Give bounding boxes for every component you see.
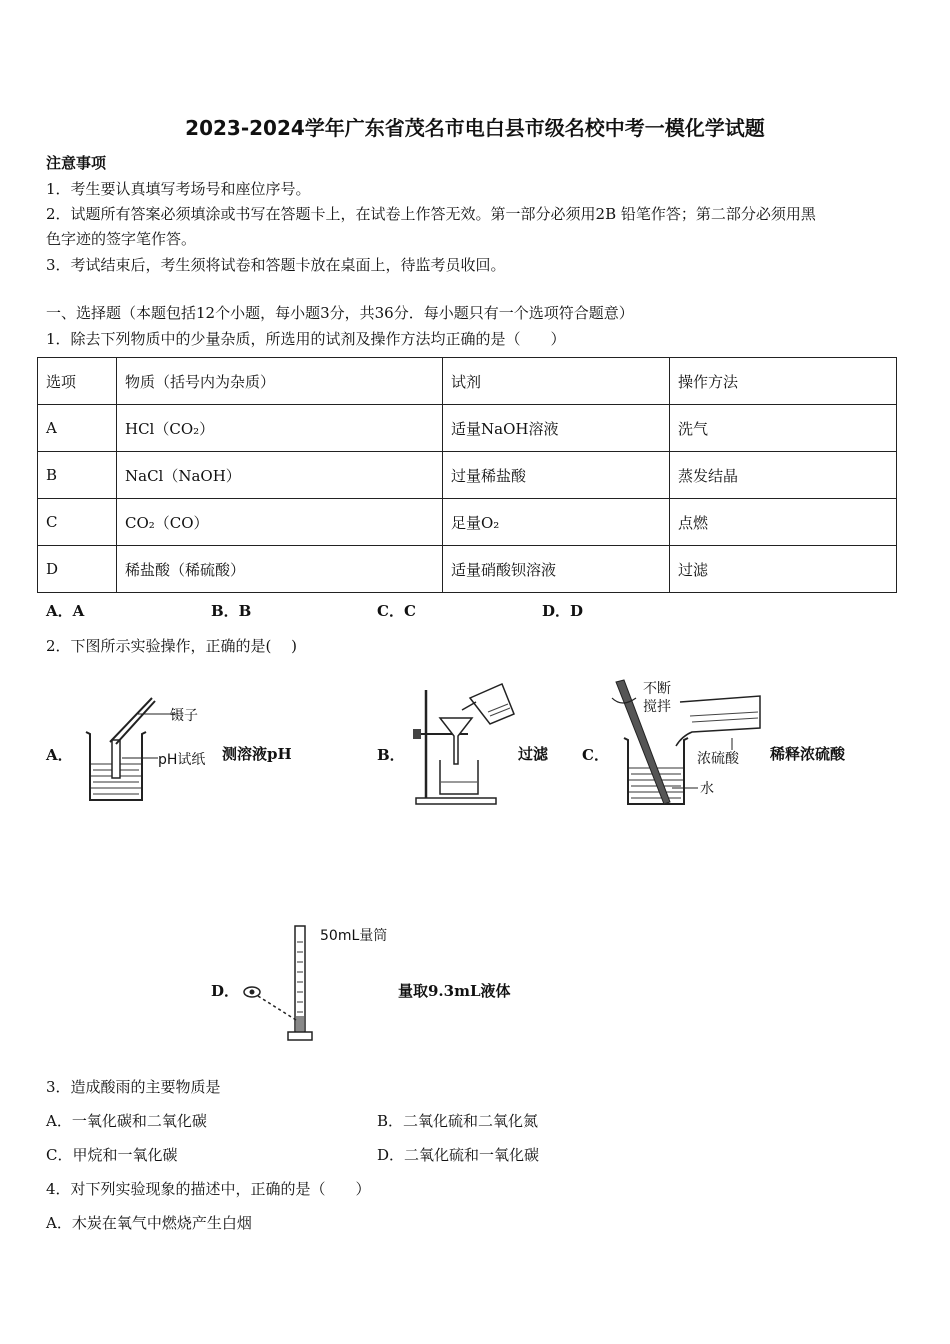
table-cell: A [38,405,117,452]
q2-a-caption: 测溶液pH [222,745,292,763]
table-cell: 适量硝酸钡溶液 [443,546,670,593]
stir-label-2: 搅拌 [643,699,671,715]
section-heading: 一、选择题（本题包括12个小题，每小题3分，共36分．每小题只有一个选项符合题意） [46,304,634,322]
tweezers-label: 镊子 [170,708,198,724]
stir-label-1: 不断 [643,681,671,697]
table-cell: 足量O₂ [443,499,670,546]
table-row [38,546,897,593]
q2-c-caption: 稀释浓硫酸 [770,745,846,763]
q4-stem: 4．对下列实验现象的描述中，正确的是（ ） [46,1180,371,1198]
header-cell: 试剂 [443,358,670,405]
table-header-row [38,358,897,405]
q1-option-a[interactable]: A．A [46,602,85,620]
notice-item: 色字迹的签字笔作答。 [46,230,197,248]
notice-item: 3．考试结束后，考生须将试卷和答题卡放在桌面上，待监考员收回。 [46,256,506,274]
q1-option-c[interactable]: C．C [377,602,416,620]
notice-heading: 注意事项 [46,154,107,172]
q3-option-a[interactable]: A．一氧化碳和二氧化碳 [46,1112,207,1130]
table-cell: 过量稀盐酸 [443,452,670,499]
table-cell: HCl（CO₂） [117,405,443,452]
q3-option-d[interactable]: D．二氧化硫和一氧化碳 [377,1146,540,1164]
table-cell: 蒸发结晶 [670,452,897,499]
filtration-figure [410,682,520,807]
q4-option-a[interactable]: A．木炭在氧气中燃烧产生白烟 [46,1214,252,1232]
ph-paper-label: pH试纸 [158,752,206,768]
header-cell: 操作方法 [670,358,897,405]
notice-item: 2．试题所有答案必须填涂或书写在答题卡上，在试卷上作答无效。第一部分必须用2B 铅笔作答；第二部分必须用黑 [46,205,816,223]
q2-option-b[interactable]: B． [377,746,405,764]
q1-stem: 1．除去下列物质中的少量杂质，所选用的试剂及操作方法均正确的是（ ） [46,330,566,348]
table-cell: 适量NaOH溶液 [443,405,670,452]
table-cell: NaCl（NaOH） [117,452,443,499]
q3-stem: 3．造成酸雨的主要物质是 [46,1078,221,1096]
q2-option-d[interactable]: D． [211,982,240,1000]
q3-option-b[interactable]: B．二氧化硫和二氧化氮 [377,1112,539,1130]
table-row [38,405,897,452]
table-cell: 点燃 [670,499,897,546]
notice-item: 1．考生要认真填写考场号和座位序号。 [46,180,311,198]
table-row [38,452,897,499]
acid-label: 浓硫酸 [697,751,739,767]
cylinder-label: 50mL量筒 [320,928,388,944]
q2-stem: 2．下图所示实验操作，正确的是( ) [46,637,298,655]
table-row [38,499,897,546]
q2-b-caption: 过滤 [518,745,549,763]
q3-option-c[interactable]: C．甲烷和一氧化碳 [46,1146,178,1164]
q2-d-caption: 量取9.3mL液体 [398,982,511,1000]
q1-table [37,357,897,593]
table-cell: CO₂（CO） [117,499,443,546]
water-label: 水 [700,781,714,797]
page-title: 2023-2024学年广东省茂名市电白县市级名校中考一模化学试题 [185,116,765,140]
header-cell: 选项 [38,358,117,405]
table-cell: C [38,499,117,546]
cylinder-figure [240,922,330,1046]
table-cell: 稀盐酸（稀硫酸） [117,546,443,593]
table-cell: 洗气 [670,405,897,452]
table-cell: 过滤 [670,546,897,593]
dilute-acid-figure [610,676,770,811]
q2-option-a[interactable]: A． [46,746,73,764]
q1-option-b[interactable]: B．B [211,602,252,620]
q2-option-c[interactable]: C． [582,746,609,764]
table-cell: B [38,452,117,499]
table-cell: D [38,546,117,593]
ph-test-figure [78,690,228,810]
q1-option-d[interactable]: D．D [542,602,584,620]
header-cell: 物质（括号内为杂质） [117,358,443,405]
